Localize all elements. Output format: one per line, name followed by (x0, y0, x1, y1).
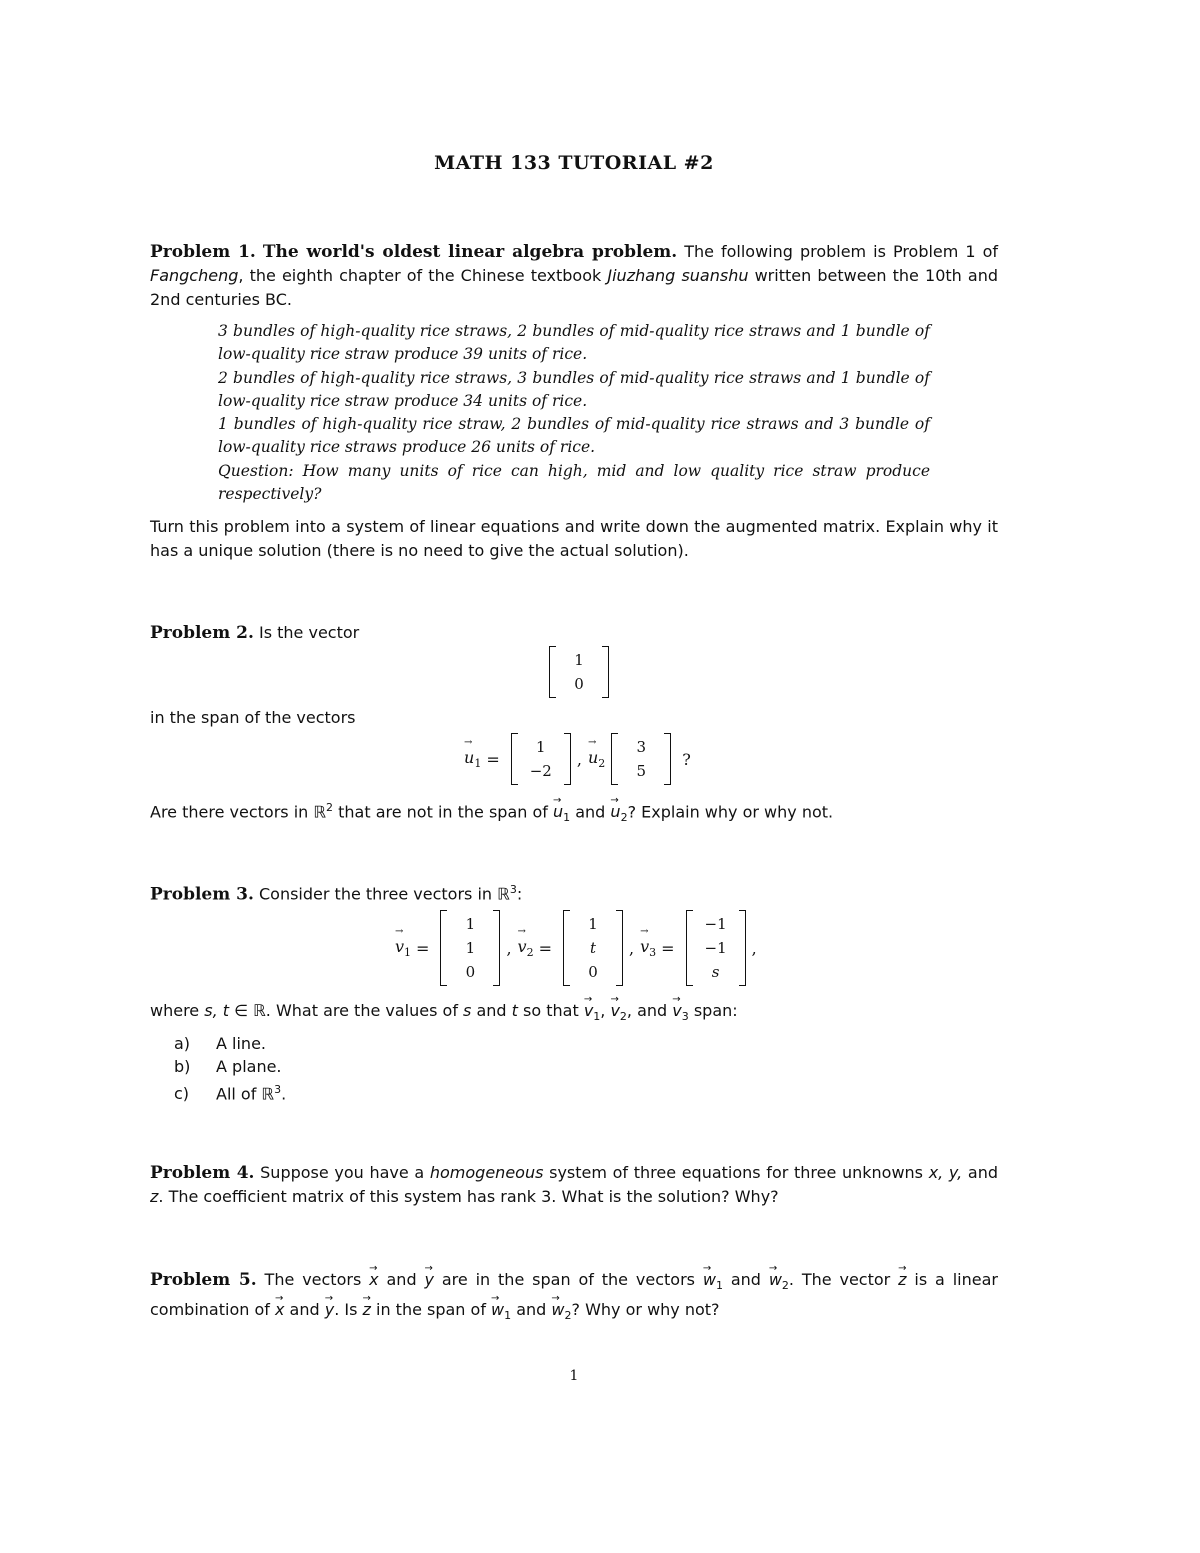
problem-1-task: Turn this problem into a system of linear equations and write down the augmented matrix. Explain why it has a unique solution (there is no need to give the actual solution). (150, 517, 998, 560)
page-title: MATH 133 TUTORIAL #2 (434, 152, 714, 174)
problem-2-text: Is the vector (253, 623, 360, 642)
v1-vector: 1 1 0 (440, 910, 500, 986)
vector-entry: 1 (536, 738, 546, 756)
problem-1-intro (150, 240, 998, 312)
list-item: c) All of ℝ$^3$. (174, 1083, 287, 1104)
problem-4: Problem 4. Suppose you have a homogeneous system of three equations for three unknowns x, y, and z. The coefficient matrix of this system has rank 3. What is the solution? Why? (150, 1163, 999, 1206)
comma: , (576, 749, 582, 769)
v2-vector: 1 t 0 (563, 910, 623, 986)
column-vector (549, 646, 609, 698)
equals-sign: = (486, 749, 500, 769)
problem-1-quote (218, 320, 930, 506)
vector-entry: −2 (529, 762, 552, 780)
problem-3-heading: Problem 3. (150, 884, 254, 905)
problem-1-text: written between the 10th and 2nd centuries BC. (150, 266, 998, 309)
u2-symbol: → $u_2$ (588, 748, 605, 770)
quote-line-3: 1 bundles of high-quality rice straw, 2 bundles of mid-quality rice straws and 3 bundle of low-quality rice straws produce 26 units of rice. (218, 415, 930, 457)
document-page (150, 0, 998, 1553)
fangcheng-term: Fangcheng (150, 266, 239, 285)
problem-1-subheading: The world's oldest linear algebra problem. (262, 242, 678, 262)
vector-entry: 1 (574, 651, 584, 669)
problem-2-span-vectors (464, 733, 696, 785)
u1-vector (511, 733, 571, 785)
v3-vector: −1 −1 s (686, 910, 746, 986)
problem-1-heading: Problem 1. (150, 242, 256, 262)
problem-4-heading: Problem 4. (150, 1163, 255, 1183)
problem-3-intro: Problem 3. Consider the three vectors in ℝ$^3$: (150, 883, 523, 905)
problem-1-text: , the eighth chapter of the Chinese textbook (238, 266, 608, 285)
u1-symbol: → $u_1$ (464, 748, 481, 770)
problem-2-intro (150, 621, 998, 645)
list-item: b) A plane. (174, 1057, 282, 1076)
quote-line-2: 2 bundles of high-quality rice straws, 3 bundles of mid-quality rice straws and 1 bundle of low-quality rice straw produce 34 units of rice. (218, 368, 930, 410)
list-item: a) A line. (174, 1034, 266, 1053)
problem-3-options (174, 1032, 286, 1105)
vector-entry: 5 (636, 762, 647, 780)
vector-entry: 0 (574, 675, 584, 693)
v2-symbol: → $v_2$ (518, 937, 534, 959)
page-number: 1 (569, 1368, 579, 1384)
question-mark: ? (682, 749, 691, 769)
v1-symbol: → $v_1$ (395, 937, 411, 959)
problem-5-heading: Problem 5. (150, 1270, 257, 1290)
problem-3-vectors: → $v_1$ = 1 1 0 , → $v_2$ = 1 t 0 , → $v_3$ = −1 −1 s , (395, 910, 757, 986)
problem-1-text: The following problem is Problem 1 of (677, 242, 998, 261)
v3-symbol: → $v_3$ (640, 937, 656, 959)
u2-vector (611, 733, 671, 785)
vector-entry: 3 (636, 738, 647, 756)
problem-2-heading: Problem 2. (150, 623, 254, 643)
problem-2-text2: in the span of the vectors (150, 708, 356, 727)
problem-3-question: where s, t ∈ ℝ. What are the values of s and t so that → $v_1$, → $v_2$, and → $v_3$ span: (150, 999, 998, 1029)
book-title: Jiuzhang suanshu (607, 266, 749, 285)
quote-line-1: 3 bundles of high-quality rice straws, 2 bundles of mid-quality rice straws and 1 bundle of low-quality rice straw produce 39 units of rice. (218, 322, 930, 364)
problem-2-vector (543, 646, 615, 698)
problem-5: Problem 5. The vectors → x and → y are in the span of the vectors → $w_1$ and → $w_2$. The vector → z is a linear combination of → x and → y. Is → z in the span of → $w_1$ and → $w_2$? Why or why not? (150, 1268, 998, 1328)
quote-question: Question: How many units of rice can high, mid and low quality rice straw produce respectively? (218, 461, 930, 504)
problem-2-question: Are there vectors in ℝ$^2$ that are not in the span of → $u_1$ and → $u_2$? Explain why or why not. (150, 796, 998, 831)
